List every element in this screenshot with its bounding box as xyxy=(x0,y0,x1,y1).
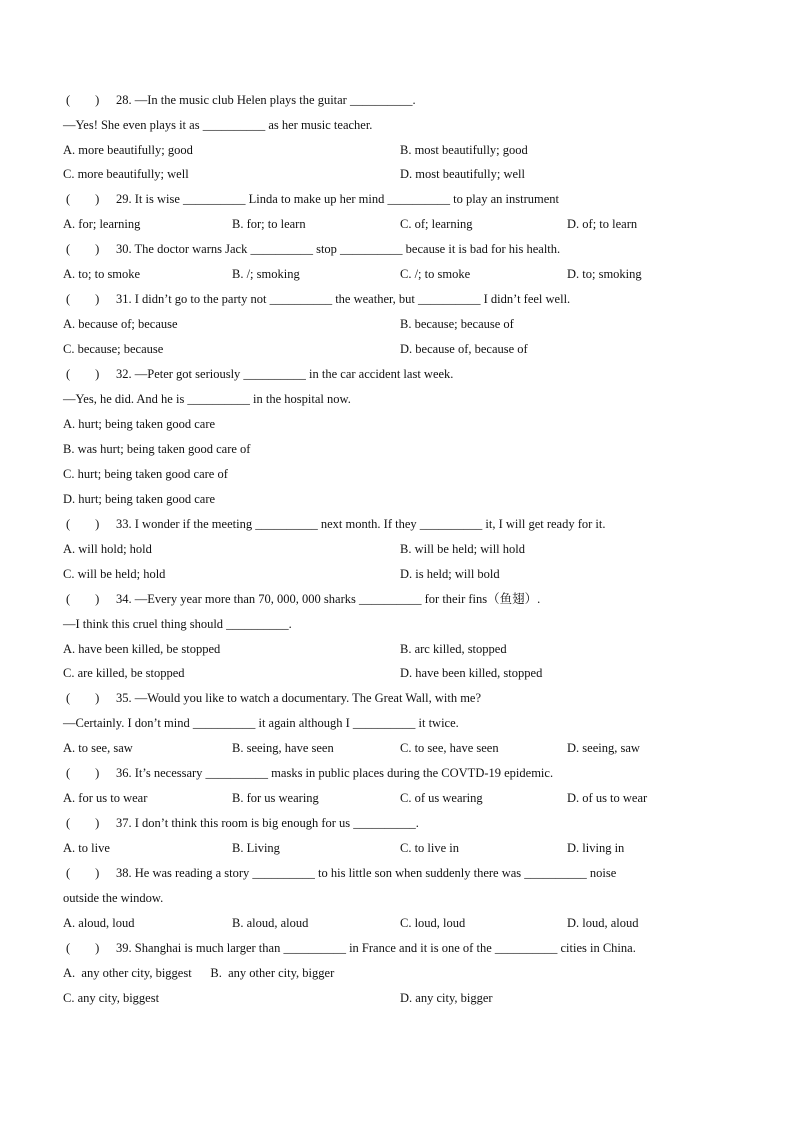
option-a: A. more beautifully; good xyxy=(63,143,193,157)
option-d: D. seeing, saw xyxy=(567,741,640,755)
option-b: B. seeing, have seen xyxy=(232,741,334,755)
answer-blank: ( ) xyxy=(66,691,100,705)
option-c: C. of; learning xyxy=(400,217,473,231)
option-c: C. any city, biggest xyxy=(63,991,160,1005)
option-a: A. hurt; being taken good care xyxy=(63,417,216,431)
option-b: B. for; to learn xyxy=(232,217,306,231)
option-a: A. because of; because xyxy=(63,317,178,331)
answer-blank: ( ) xyxy=(66,93,100,107)
option-b: B. most beautifully; good xyxy=(400,143,528,157)
question-37-stem: ( ) 37. I don’t think this room is big enough for us __________. xyxy=(66,813,419,833)
question-text: —Would you like to watch a documentary. The Great Wall, with me? xyxy=(134,691,482,705)
option-d: D. is held; will bold xyxy=(400,567,500,581)
question-number: 30 xyxy=(116,242,129,256)
option-a: A. to; to smoke xyxy=(63,267,141,281)
option-d: D. any city, bigger xyxy=(400,991,493,1005)
question-text: I don’t think this room is big enough for us __________. xyxy=(134,816,419,830)
option-d: D. of us to wear xyxy=(567,791,648,805)
option-c: C. hurt; being taken good care of xyxy=(63,467,228,481)
option-b: B. will be held; will hold xyxy=(400,542,525,556)
question-39-options-row-1: A. any other city, biggest B. any other city, bigger xyxy=(63,966,335,980)
question-38-continuation: outside the window. xyxy=(63,891,164,905)
option-a: A. to see, saw xyxy=(63,741,133,755)
question-38-stem: ( ) 38. He was reading a story __________ to his little son when suddenly there was __________ noise xyxy=(66,863,616,883)
question-text: It’s necessary __________ masks in public places during the COVTD-19 epidemic. xyxy=(134,766,554,780)
option-d: D. living in xyxy=(567,841,625,855)
answer-blank: ( ) xyxy=(66,242,100,256)
question-36-stem: ( ) 36. It’s necessary __________ masks in public places during the COVTD-19 epidemic. xyxy=(66,763,553,783)
question-text: The doctor warns Jack __________ stop __________ because it is bad for his health. xyxy=(134,242,561,256)
question-text: It is wise __________ Linda to make up her mind __________ to play an instrument xyxy=(134,192,559,206)
option-c: C. /; to smoke xyxy=(400,267,471,281)
option-c: C. will be held; hold xyxy=(63,567,166,581)
option-d: D. hurt; being taken good care xyxy=(63,492,216,506)
question-29-stem: ( ) 29. It is wise __________ Linda to make up her mind __________ to play an instrument xyxy=(66,189,559,209)
question-number: 31 xyxy=(116,292,129,306)
question-number: 29 xyxy=(116,192,129,206)
question-text: I wonder if the meeting __________ next month. If they __________ it, I will get ready for it. xyxy=(134,517,606,531)
question-number: 37 xyxy=(116,816,129,830)
answer-blank: ( ) xyxy=(66,292,100,306)
option-d: D. to; smoking xyxy=(567,267,642,281)
answer-blank: ( ) xyxy=(66,367,100,381)
question-number: 39 xyxy=(116,941,129,955)
option-a: A. for us to wear xyxy=(63,791,148,805)
answer-blank: ( ) xyxy=(66,517,100,531)
question-text: —In the music club Helen plays the guitar __________. xyxy=(134,93,416,107)
question-34-stem: ( ) 34. —Every year more than 70, 000, 000 sharks __________ for their fins（鱼翅）. xyxy=(66,589,540,609)
question-28-reply: —Yes! She even plays it as __________ as her music teacher. xyxy=(63,118,373,132)
question-text: He was reading a story __________ to his little son when suddenly there was __________ noise xyxy=(134,866,617,880)
option-d: D. because of, because of xyxy=(400,342,528,356)
question-35-reply: —Certainly. I don’t mind __________ it again although I __________ it twice. xyxy=(63,716,459,730)
option-b: B. for us wearing xyxy=(232,791,319,805)
question-28-stem: ( ) 28. —In the music club Helen plays the guitar __________. xyxy=(66,90,416,110)
option-c: C. because; because xyxy=(63,342,164,356)
answer-blank: ( ) xyxy=(66,941,100,955)
option-c: C. are killed, be stopped xyxy=(63,666,185,680)
question-text: I didn’t go to the party not __________ the weather, but __________ I didn’t feel well. xyxy=(134,292,571,306)
question-number: 28 xyxy=(116,93,129,107)
option-a: A. for; learning xyxy=(63,217,141,231)
question-number: 35 xyxy=(116,691,129,705)
option-b: B. arc killed, stopped xyxy=(400,642,507,656)
option-d: D. have been killed, stopped xyxy=(400,666,543,680)
option-b: B. was hurt; being taken good care of xyxy=(63,442,251,456)
option-c: C. to live in xyxy=(400,841,460,855)
question-32-stem: ( ) 32. —Peter got seriously __________ in the car accident last week. xyxy=(66,364,453,384)
question-number: 36 xyxy=(116,766,129,780)
answer-blank: ( ) xyxy=(66,816,100,830)
question-number: 32 xyxy=(116,367,129,381)
question-32-reply: —Yes, he did. And he is __________ in the hospital now. xyxy=(63,392,351,406)
option-b: B. aloud, aloud xyxy=(232,916,309,930)
option-c: C. loud, loud xyxy=(400,916,466,930)
question-33-stem: ( ) 33. I wonder if the meeting __________ next month. If they __________ it, I will get ready for it. xyxy=(66,514,606,534)
option-c: C. to see, have seen xyxy=(400,741,499,755)
question-text: —Peter got seriously __________ in the car accident last week. xyxy=(134,367,454,381)
answer-blank: ( ) xyxy=(66,192,100,206)
option-b: B. Living xyxy=(232,841,280,855)
option-a: A. have been killed, be stopped xyxy=(63,642,221,656)
option-a: A. aloud, loud xyxy=(63,916,135,930)
question-number: 34 xyxy=(116,592,129,606)
option-b: B. /; smoking xyxy=(232,267,300,281)
question-number: 38 xyxy=(116,866,129,880)
question-text: —Every year more than 70, 000, 000 sharks __________ for their fins（鱼翅）. xyxy=(134,592,541,606)
option-a: A. will hold; hold xyxy=(63,542,152,556)
option-a: A. to live xyxy=(63,841,110,855)
question-number: 33 xyxy=(116,517,129,531)
option-b: B. because; because of xyxy=(400,317,514,331)
option-c: C. of us wearing xyxy=(400,791,483,805)
question-35-stem: ( ) 35. —Would you like to watch a documentary. The Great Wall, with me? xyxy=(66,688,481,708)
question-31-stem: ( ) 31. I didn’t go to the party not __________ the weather, but __________ I didn’t feel well. xyxy=(66,289,570,309)
question-30-stem: ( ) 30. The doctor warns Jack __________ stop __________ because it is bad for his health. xyxy=(66,239,560,259)
question-39-stem: ( ) 39. Shanghai is much larger than __________ in France and it is one of the __________ cities in China. xyxy=(66,938,636,958)
option-c: C. more beautifully; well xyxy=(63,167,189,181)
option-d: D. of; to learn xyxy=(567,217,638,231)
answer-blank: ( ) xyxy=(66,766,100,780)
answer-blank: ( ) xyxy=(66,866,100,880)
option-d: D. most beautifully; well xyxy=(400,167,525,181)
answer-blank: ( ) xyxy=(66,592,100,606)
option-d: D. loud, aloud xyxy=(567,916,639,930)
question-34-reply: —I think this cruel thing should __________. xyxy=(63,617,292,631)
question-text: Shanghai is much larger than __________ in France and it is one of the __________ cities in China. xyxy=(134,941,636,955)
